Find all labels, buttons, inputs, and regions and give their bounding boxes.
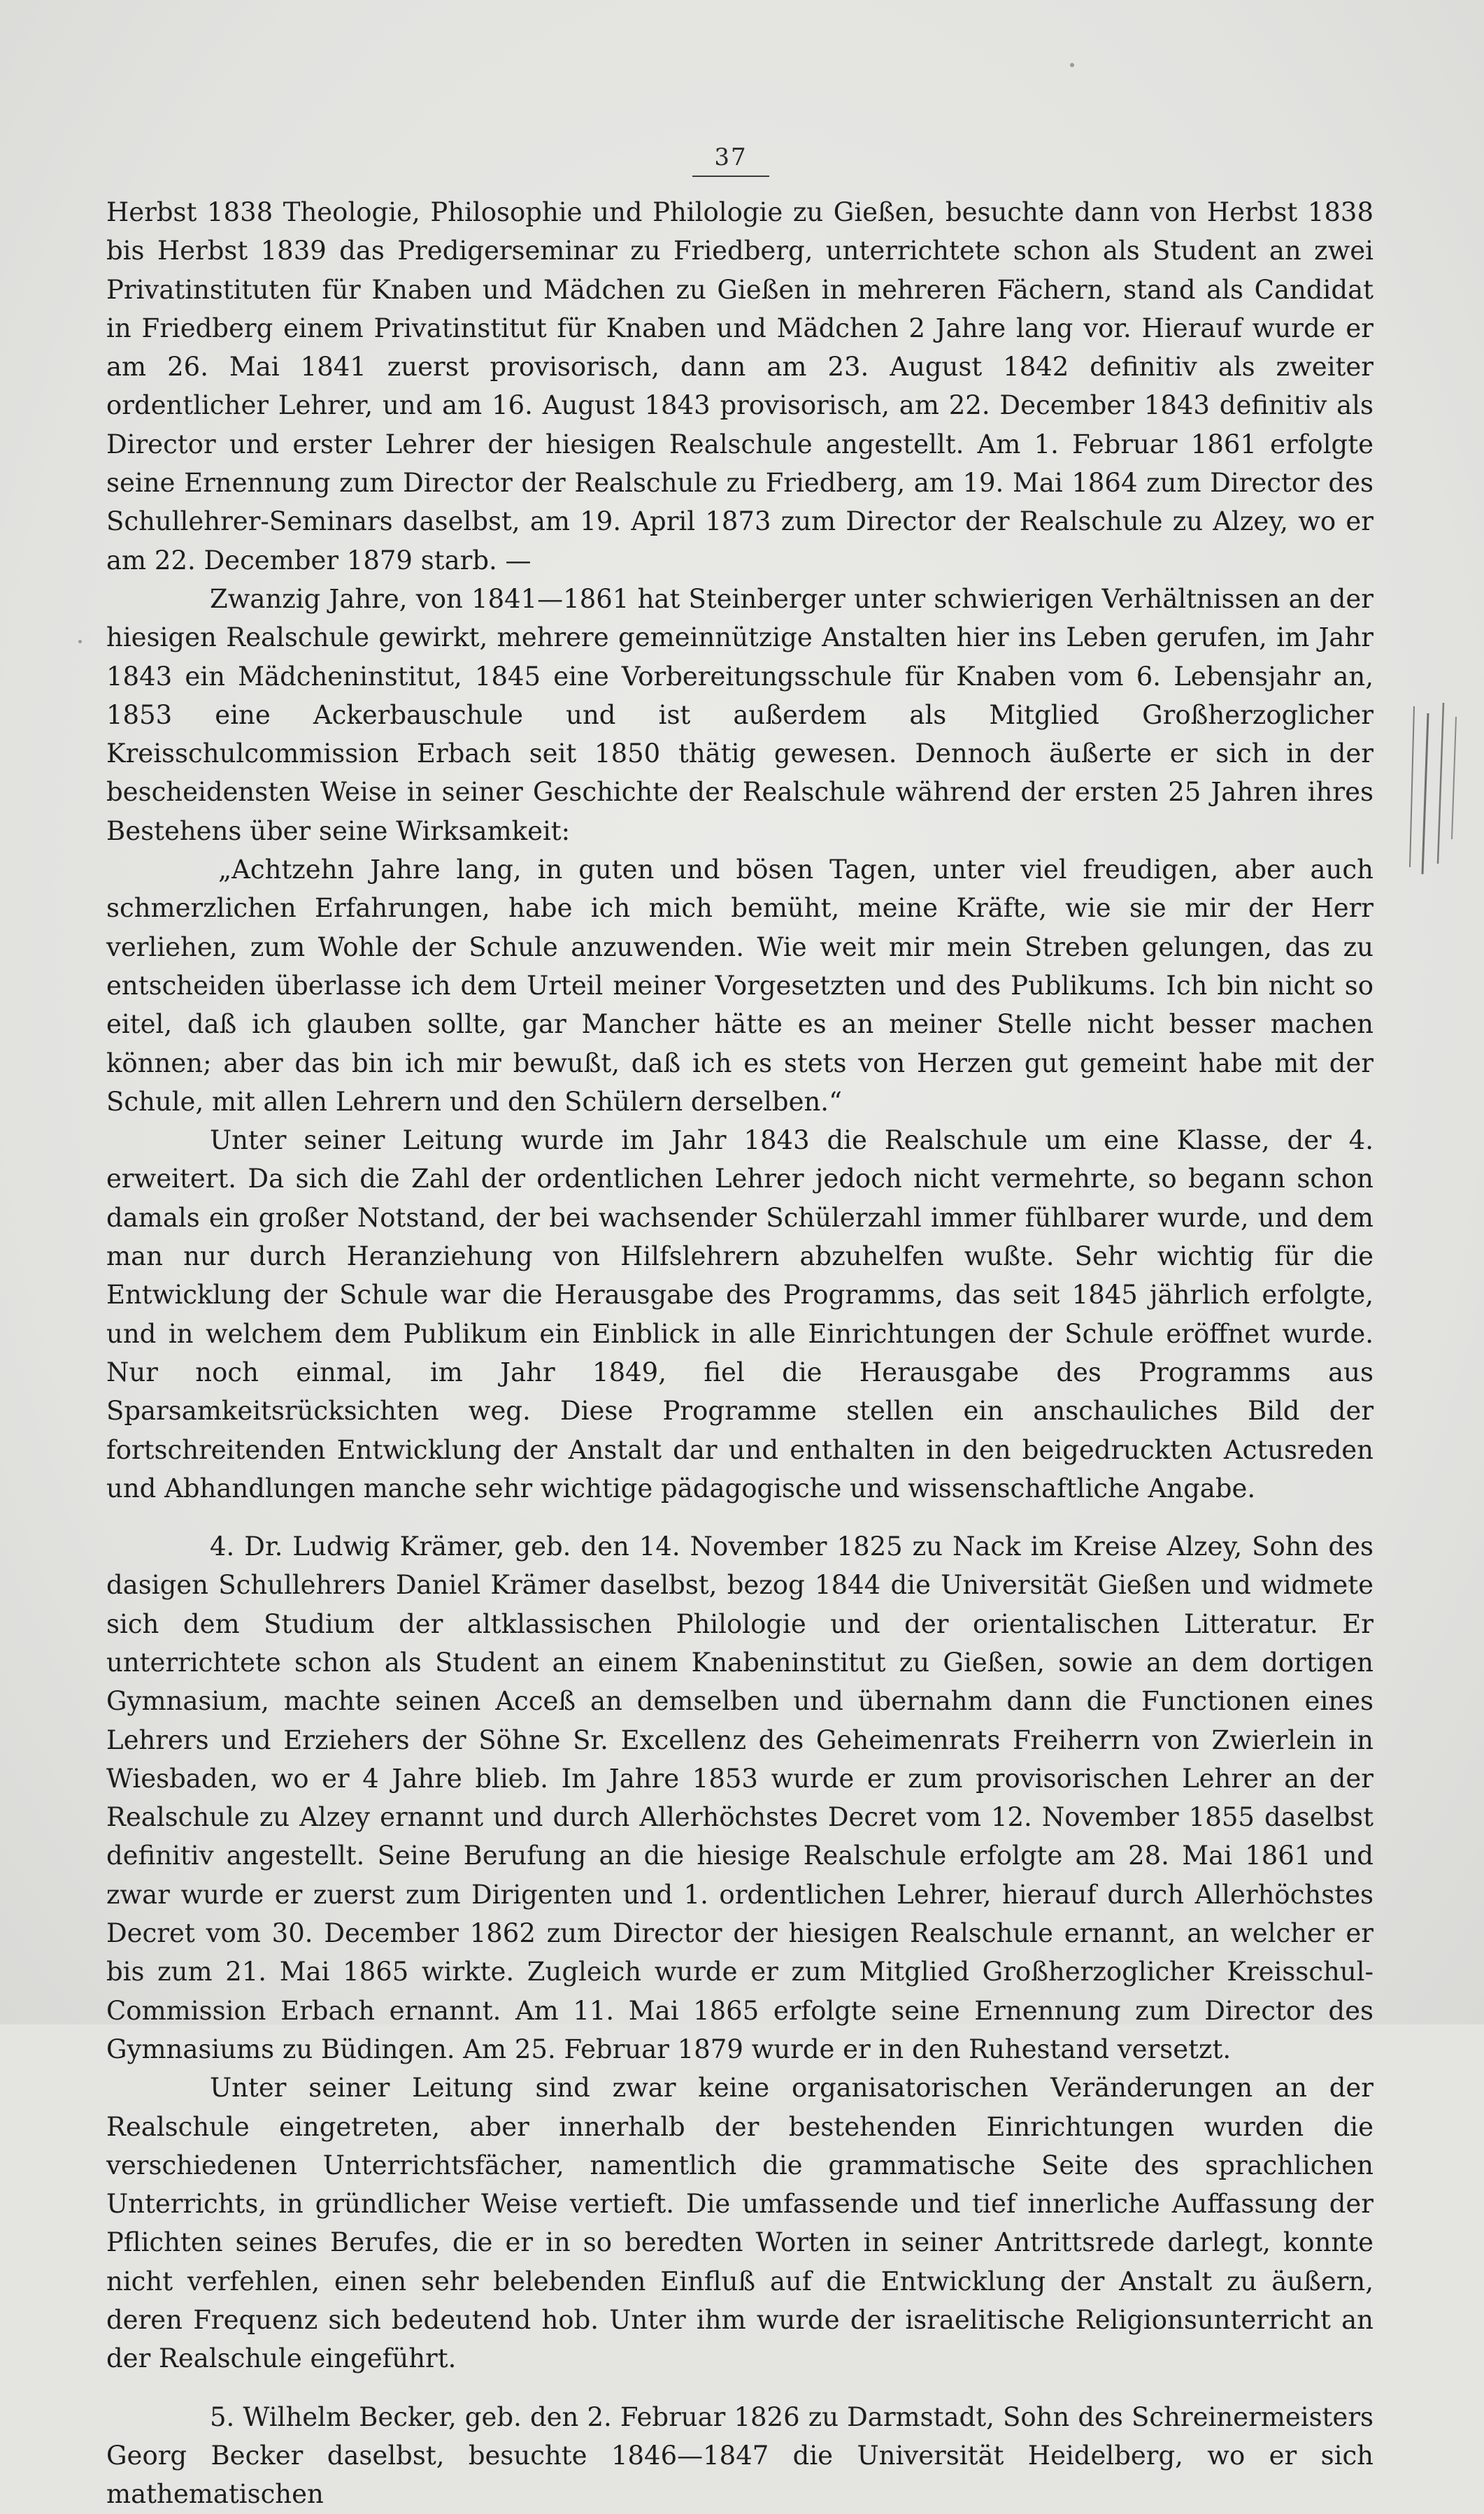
paragraph-2: Zwanzig Jahre, von 1841—1861 hat Steinberger unter schwierigen Verhältnissen an der hiesigen Realschule gewirkt, mehrere gemeinnützige Anstalten hier ins Leben gerufen, im Jahr 1843 ein Mädcheninstitut, 1845 eine Vorbereitungsschule für Knaben vom 6. Lebensjahr an, 1853 eine Ackerbauschule und ist außerdem als Mitglied Großherzoglicher Kreisschulcommission Erbach seit 1850 thätig gewesen. Dennoch äußerte er sich in der bescheidensten Weise in seiner Geschichte der Realschule während der ersten 25 Jahren ihres Bestehens über seine Wirksamkeit:: [106, 583, 1374, 846]
paragraph-4: Unter seiner Leitung wurde im Jahr 1843 die Realschule um eine Klasse, der 4. erweitert. Da sich die Zahl der ordentlichen Lehrer jedoch nicht vermehrte, so begann schon damals ein großer Notstand, der bei wachsender Schülerzahl immer fühlbarer wurde, und dem man nur durch Heranziehung von Hilfslehrern abzuhelfen wußte. Sehr wichtig für die Entwicklung der Schule war die Herausgabe des Programms, das seit 1845 jährlich erfolgte, und in welchem dem Publikum ein Einblick in alle Einrichtungen der Schule eröffnet wurde. Nur noch einmal, im Jahr 1849, fiel die Herausgabe des Programms aus Sparsamkeitsrücksichten weg. Diese Programme stellen ein anschauliches Bild der fortschreitenden Entwicklung der Anstalt dar und enthalten in den beigedruckten Actusreden und Abhandlungen manche sehr wichtige pädagogische und wissenschaftliche Angabe.: [106, 1125, 1374, 1504]
quote-paragraph: „Achtzehn Jahre lang, in guten und bösen Tagen, unter viel freudigen, aber auch schmerzlichen Erfahrungen, habe ich mich bemüht, meine Kräfte, wie sie mir der Herr verliehen, zum Wohle der Schule anzuwenden. Wie weit mir mein Streben gelungen, das zu entscheiden überlasse ich dem Urteil meiner Vorgesetzten und des Publikums. Ich bin nicht so eitel, daß ich glauben sollte, gar Mancher hätte es an meiner Stelle nicht besser machen können; aber das bin ich mir bewußt, daß ich es stets von Herzen gut gemeint habe mit der Schule, mit allen Lehrern und den Schülern derselben.“: [106, 855, 1374, 1117]
page-number: 37: [692, 143, 769, 177]
body-text: [106, 193, 1374, 2514]
paper-speck: [78, 640, 82, 643]
paper-speck: [1070, 63, 1074, 67]
paragraph-1: Herbst 1838 Theologie, Philosophie und Philologie zu Gießen, besuchte dann von Herbst 1838 bis Herbst 1839 das Predigerseminar zu Friedberg, unterrichtete schon als Student an zwei Privatinstituten für Knaben und Mädchen zu Gießen in mehreren Fächern, stand als Candidat in Friedberg einem Privatinstitut für Knaben und Mädchen 2 Jahre lang vor. Hierauf wurde er am 26. Mai 1841 zuerst provisorisch, dann am 23. August 1842 definitiv als zweiter ordentlicher Lehrer, und am 16. August 1843 provisorisch, am 22. December 1843 definitiv als Director und erster Lehrer der hiesigen Realschule angestellt. Am 1. Februar 1861 erfolgte seine Ernennung zum Director der Realschule zu Friedberg, am 19. Mai 1864 zum Director des Schullehrer-Seminars daselbst, am 19. April 1873 zum Director der Realschule zu Alzey, wo er am 22. December 1879 starb. —: [106, 197, 1374, 576]
margin-pencil-marks: [1407, 699, 1470, 881]
paragraph-6: Unter seiner Leitung sind zwar keine organisatorischen Veränderungen an der Realschule eingetreten, aber innerhalb der bestehenden Einrichtungen wurden die verschiedenen Unterrichtsfächer, namentlich die grammatische Seite des sprachlichen Unterrichts, in gründlicher Weise vertieft. Die umfassende und tief innerliche Auffassung der Pflichten seines Berufes, die er in so beredten Worten in seiner Antrittsrede darlegt, konnte nicht verfehlen, einen sehr belebenden Einfluß auf die Entwicklung der Anstalt zu äußern, deren Frequenz sich bedeutend hob. Unter ihm wurde der israelitische Religionsunterricht an der Realschule eingeführt.: [106, 2073, 1374, 2374]
paragraph-kraemer: 4. Dr. Ludwig Krämer, geb. den 14. November 1825 zu Nack im Kreise Alzey, Sohn des dasigen Schullehrers Daniel Krämer daselbst, bezog 1844 die Universität Gießen und widmete sich dem Studium der altklassischen Philologie und der orientalischen Litteratur. Er unterrichtete schon als Student an einem Knabeninstitut zu Gießen, sowie an dem dortigen Gymnasium, machte seinen Acceß an demselben und übernahm dann die Functionen eines Lehrers und Erziehers der Söhne Sr. Excellenz des Geheimenrats Freiherrn von Zwierlein in Wiesbaden, wo er 4 Jahre blieb. Im Jahre 1853 wurde er zum provisorischen Lehrer an der Realschule zu Alzey ernannt und durch Allerhöchstes Decret vom 12. November 1855 daselbst definitiv angestellt. Seine Berufung an die hiesige Realschule erfolgte am 28. Mai 1861 und zwar wurde er zuerst zum Dirigenten und 1. ordentlichen Lehrer, hierauf durch Allerhöchstes Decret vom 30. December 1862 zum Director der hiesigen Realschule ernannt, an welcher er bis zum 21. Mai 1865 wirkte. Zugleich wurde er zum Mitglied Großherzoglicher Kreisschul-Commission Erbach ernannt. Am 11. Mai 1865 erfolgte seine Ernennung zum Director des Gymnasiums zu Büdingen. Am 25. Februar 1879 wurde er in den Ruhestand versetzt.: [106, 1531, 1374, 2064]
paragraph-becker: 5. Wilhelm Becker, geb. den 2. Februar 1826 zu Darmstadt, Sohn des Schreinermeisters Georg Becker daselbst, besuchte 1846—1847 die Universität Heidelberg, wo er sich mathematischen: [106, 2401, 1374, 2510]
